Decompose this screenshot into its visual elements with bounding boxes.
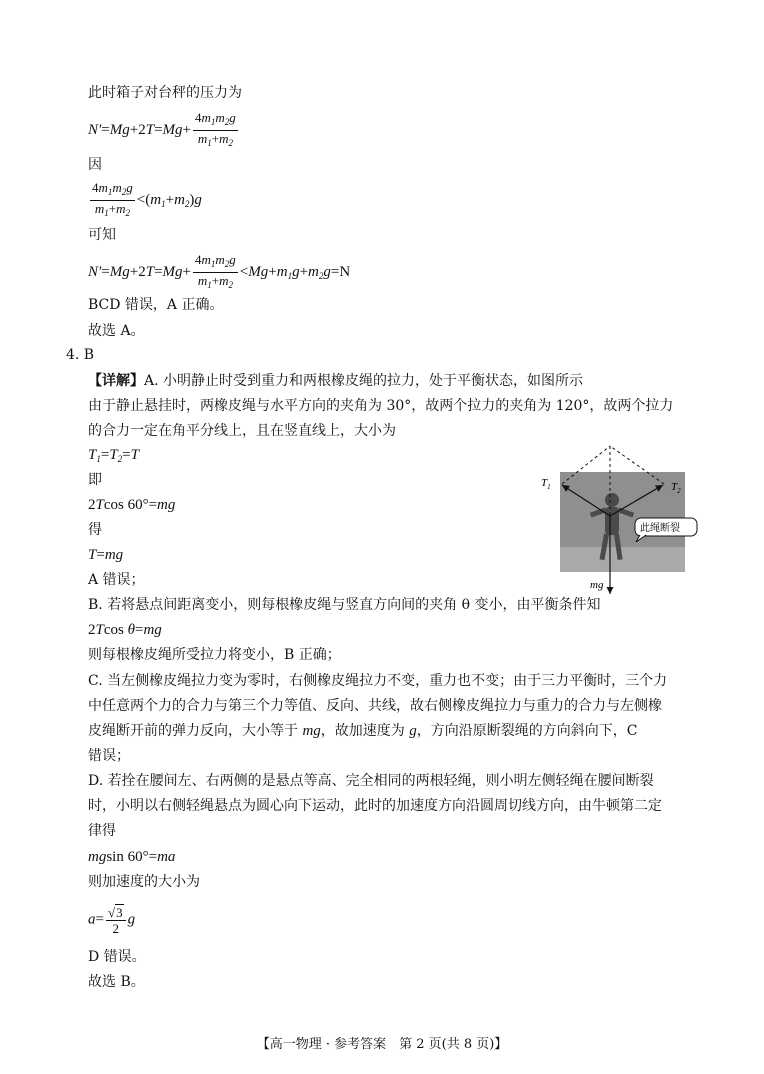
math-span: g [409, 723, 417, 739]
text-line: 则加速度的大小为 [88, 874, 200, 890]
equation-conclusion: N′=Mg+2T=Mg+ $\frac{4m_1m_2g}{m_1+m_2}$ $<Mg+m_1g+m_2g=N$ [88, 252, 351, 290]
text-span: ，方向沿原断裂绳的方向斜向下，C [416, 723, 638, 739]
detail-text: A. 小明静止时受到重力和两根橡皮绳的拉力，处于平衡状态，如图所示 [144, 373, 584, 389]
math-span: mg [302, 723, 321, 739]
force-diagram-figure [532, 442, 702, 602]
text-span: ，故加速度为 [320, 723, 410, 739]
text-line: 故选 A。 [88, 323, 145, 339]
text-line: 故选 B。 [88, 974, 145, 990]
force-diagram-svg [532, 442, 702, 602]
text-line: D 错误。 [88, 949, 146, 965]
text-span: 皮绳断开前的弹力反向，大小等于 [88, 723, 303, 739]
text-line: 由于静止悬挂时，两橡皮绳与水平方向的夹角为 30°，故两个拉力的夹角为 120°，故两个拉力 [88, 398, 674, 414]
equation-inequality: $\frac{4m_1m_2g}{m_1+m_2}$ $<(m_1+m_2)g$ [92, 180, 202, 218]
equation-theta: 2Tcos θ=mg [88, 622, 162, 638]
mg-label: mg [590, 579, 604, 591]
text-line: B. 若将悬点间距离变小，则每根橡皮绳与竖直方向间的夹角 θ 变小，由平衡条件知 [88, 597, 601, 613]
text-line: BCD 错误，A 正确。 [88, 297, 224, 313]
text-line: 可知 [88, 227, 116, 243]
equation-acceleration: a= $\frac{√3}{2}$ g [88, 905, 136, 936]
t1-label: $T_1$ [541, 477, 551, 491]
equation-newton: mgsin 60°=ma [88, 849, 176, 865]
equation-normal-force: N′=Mg+2T=Mg+ $\frac{4m_1m_2g}{m_1+m_2}$ [88, 110, 236, 148]
text-line: 此时箱子对台秤的压力为 [88, 85, 242, 101]
text-line [88, 722, 637, 740]
detail-line [88, 372, 583, 390]
text-line: 即 [88, 472, 102, 488]
text-line: A 错误； [88, 572, 145, 588]
text-line: 中任意两个力的合力与第三个力等值、反向、共线，故右侧橡皮绳拉力与重力的合力与左侧橡 [88, 698, 662, 714]
equation-result: T=mg [88, 547, 124, 563]
text-line: 律得 [88, 823, 116, 839]
text-line: 的合力一定在角平分线上，且在竖直线上，大小为 [88, 423, 396, 439]
text-line: 错误； [88, 748, 130, 764]
equation-balance: 2Tcos 60°=mg [88, 497, 176, 513]
text-line: 因 [88, 157, 102, 173]
t2-label: $T_2$ [671, 481, 681, 495]
equation-equal-tension: $T_1=T_2=T$ [88, 447, 139, 464]
text-line: 则每根橡皮绳所受拉力将变小，B 正确； [88, 647, 341, 663]
photo-ground [560, 547, 685, 572]
text-line: D. 若拴在腰间左、右两侧的是悬点等高、完全相同的两根轻绳，则小明左侧轻绳在腰间断裂 [88, 773, 654, 789]
detail-tag: 【详解】 [88, 373, 144, 389]
page-footer: 【高一物理 · 参考答案 第 2 页(共 8 页)】 [256, 1037, 508, 1052]
question-number: 4. B [66, 347, 95, 363]
text-line: 得 [88, 522, 102, 538]
text-line: 时，小明以右侧轻绳悬点为圆心向下运动，此时的加速度方向沿圆周切线方向，由牛顿第二定 [88, 798, 662, 814]
text-line: C. 当左侧橡皮绳拉力变为零时，右侧橡皮绳拉力不变，重力也不变；由于三力平衡时，三个力 [88, 673, 668, 689]
callout-text: 此绳断裂 [640, 523, 680, 534]
